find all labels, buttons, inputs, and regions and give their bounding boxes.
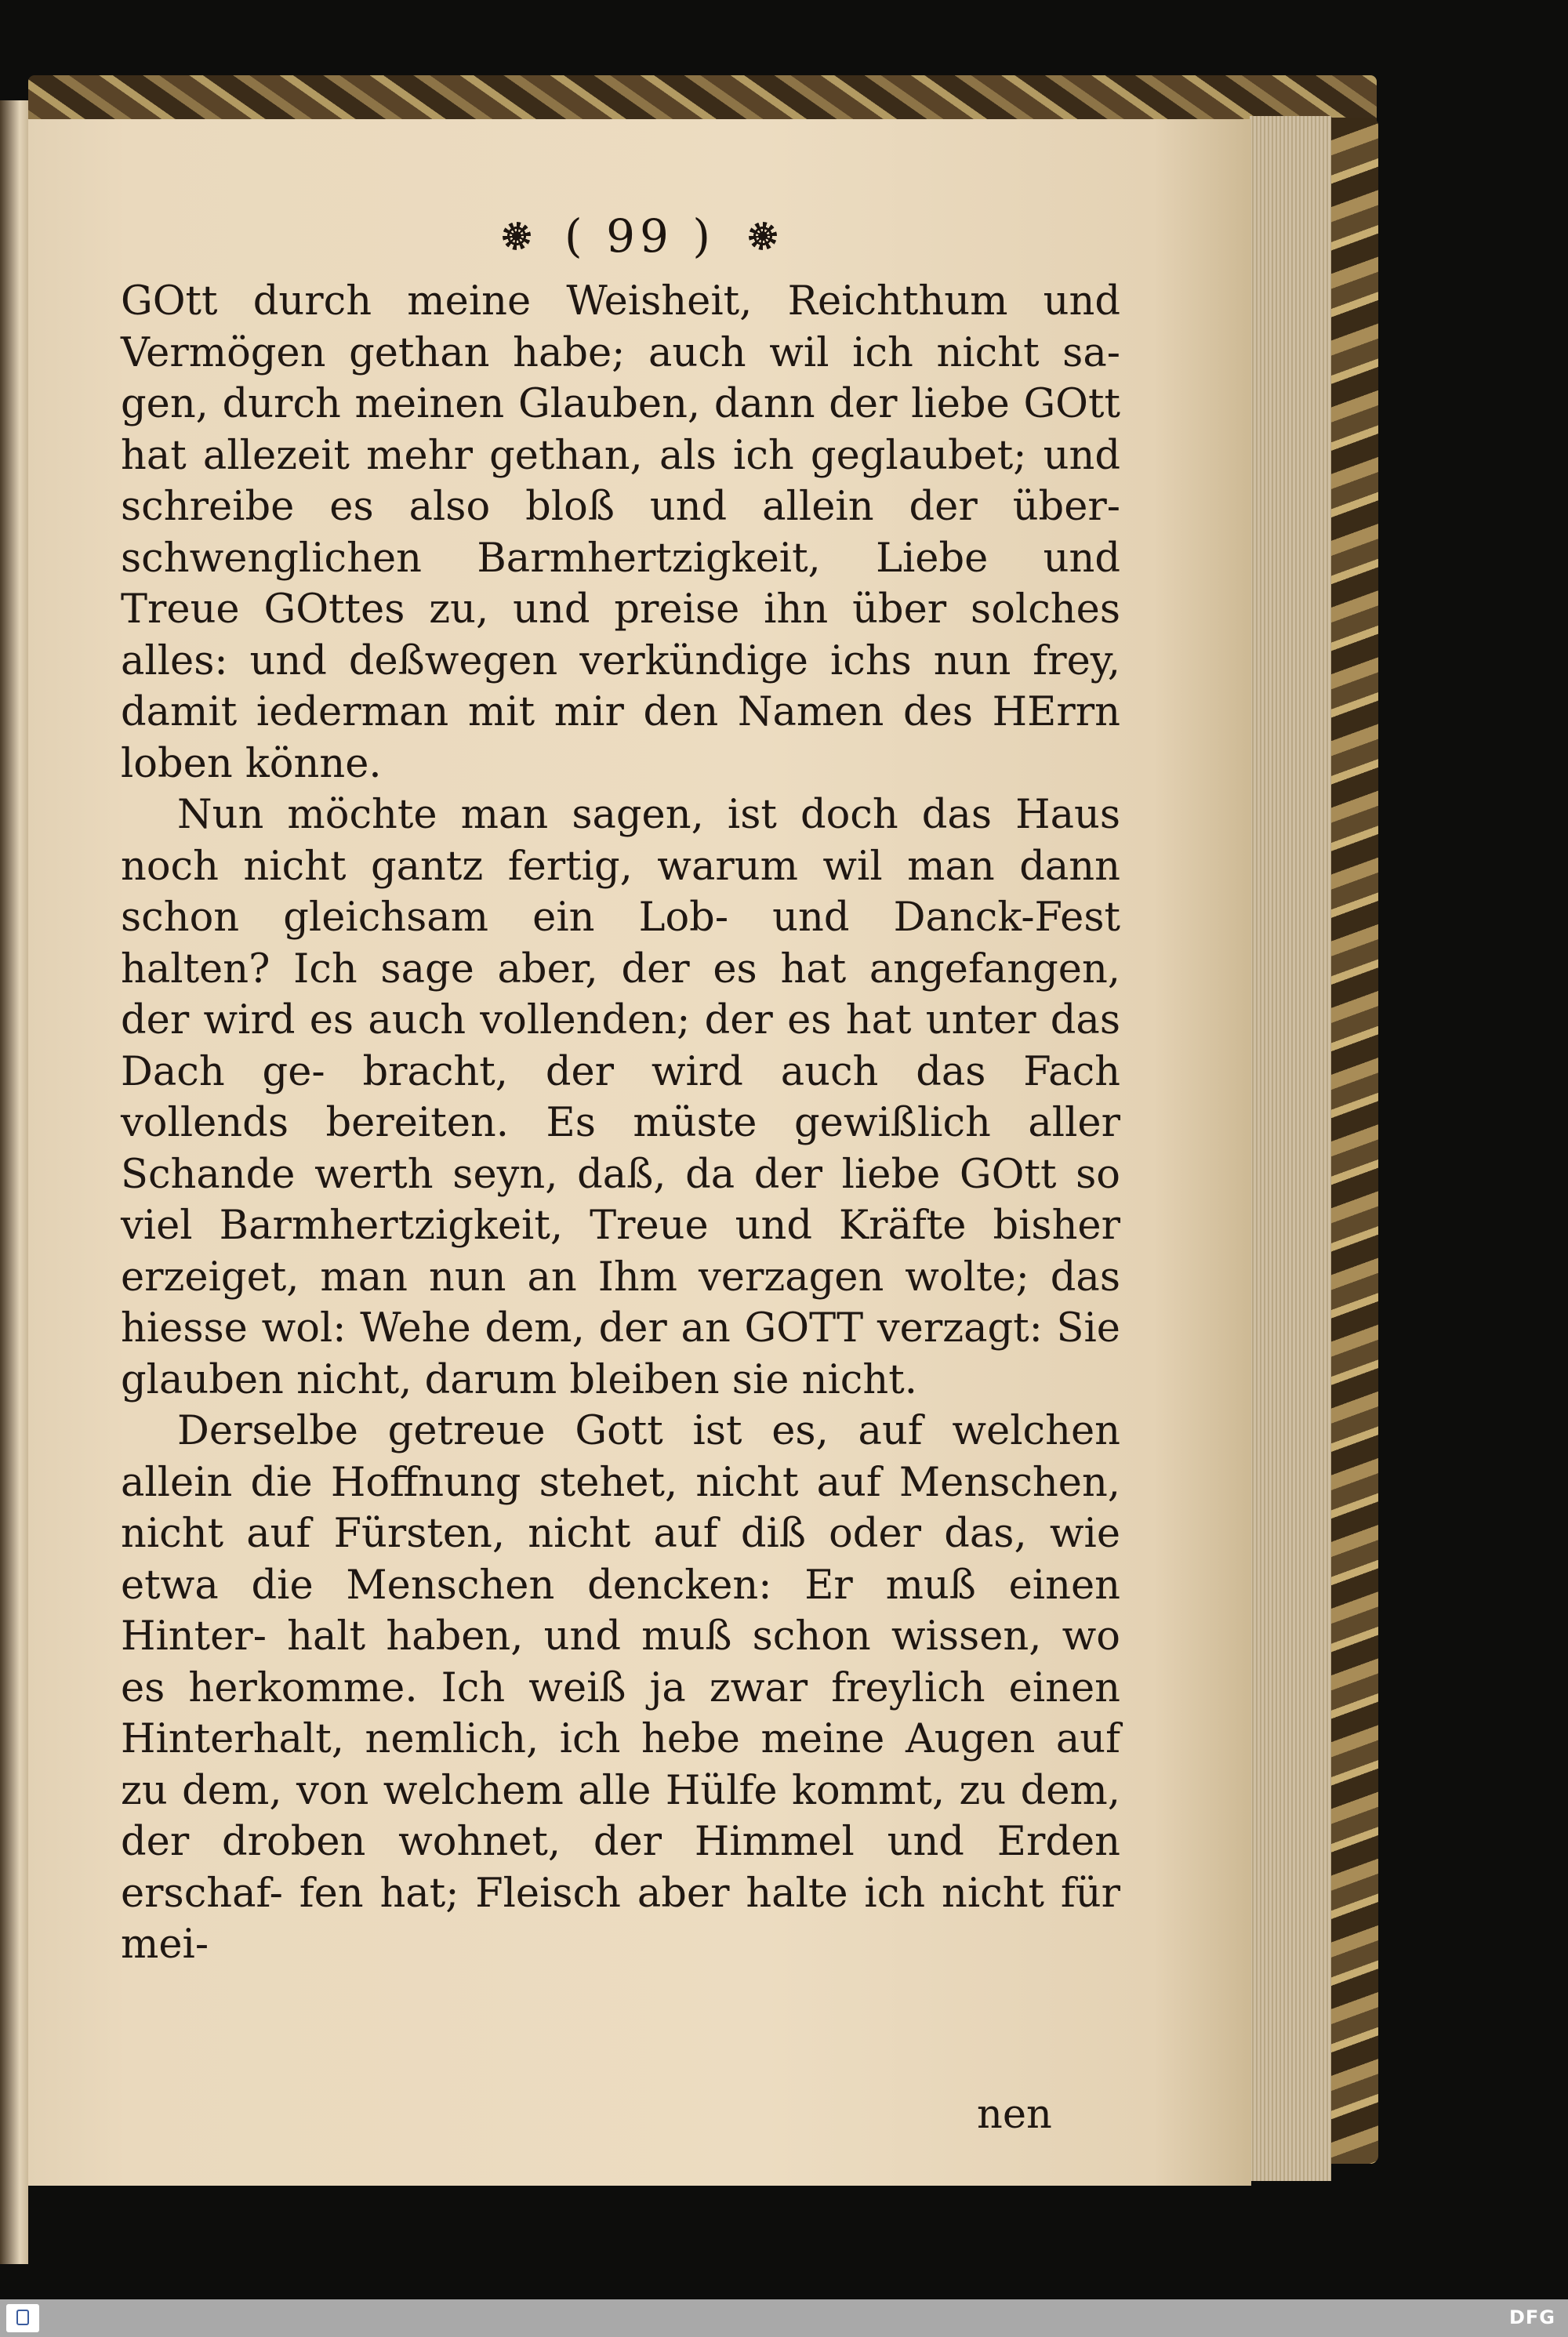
page-edges xyxy=(1250,116,1331,2181)
catchword: nen xyxy=(977,2092,1052,2138)
page-header xyxy=(28,209,1251,272)
scan-footer-bar xyxy=(0,2299,1568,2337)
paragraph: Derselbe getreue Gott ist es, auf welchen allein die Hoffnung stehet, nicht auf Menschen, nicht auf Fürsten, nicht auf diß oder das, wie etwa die Menschen dencken: Er muß einen Hinter- halt haben, und muß schon wissen, wo es herkomme. Ich weiß ja zwar freylich einen Hinterhalt, nemlich, ich hebe meine Augen auf zu dem, von welchem alle Hülfe kommt, zu dem, der droben wohnet, der Himmel und Erden erschaf- fen hat; Fleisch aber halte ich nicht für mei- xyxy=(121,1408,1120,1968)
dfg-logo: DFG xyxy=(1508,2306,1555,2328)
paragraph: Nun möchte man sagen, ist doch das Haus noch nicht gantz fertig, warum wil man dann schon gleichsam ein Lob- und Danck-Fest halten? Ich sage aber, der es hat angefangen, der wird es auch vollenden; der es hat unter das Dach ge- bracht, der wird auch das Fach vollends bereiten. Es müste gewißlich aller Schande werth seyn, daß, da der liebe GOtt so viel Barmhertzigkeit, Treue und Kräfte bisher erzeiget, man nun an Ihm verzagen wolte; das hiesse wol: Wehe dem, der an GOTT verzagt: Sie glauben nicht, darum bleiben sie nicht. xyxy=(121,792,1120,1403)
library-logo-icon xyxy=(6,2304,39,2332)
book-page xyxy=(28,119,1251,2186)
paragraph: GOtt durch meine Weisheit, Reichthum und Vermögen gethan habe; auch wil ich nicht sa- gen, durch meinen Glauben, dann der liebe GOtt hat allezeit mehr gethan, als ich geglaubet; und schreibe es also bloß und allein der über- schwenglichen Barmhertzigkeit, Liebe und Treue GOttes zu, und preise ihn über solches alles: und deßwegen verkündige ichs nun frey, damit iederman mit mir den Namen des HErrn loben könne. xyxy=(121,278,1120,787)
book-spine xyxy=(1330,118,1378,2164)
flower-ornament-icon xyxy=(499,219,534,253)
body-text xyxy=(121,276,1120,1971)
facing-page-edge xyxy=(0,100,28,2264)
page-number: ( 99 ) xyxy=(564,209,715,263)
flower-ornament-icon xyxy=(746,219,780,253)
